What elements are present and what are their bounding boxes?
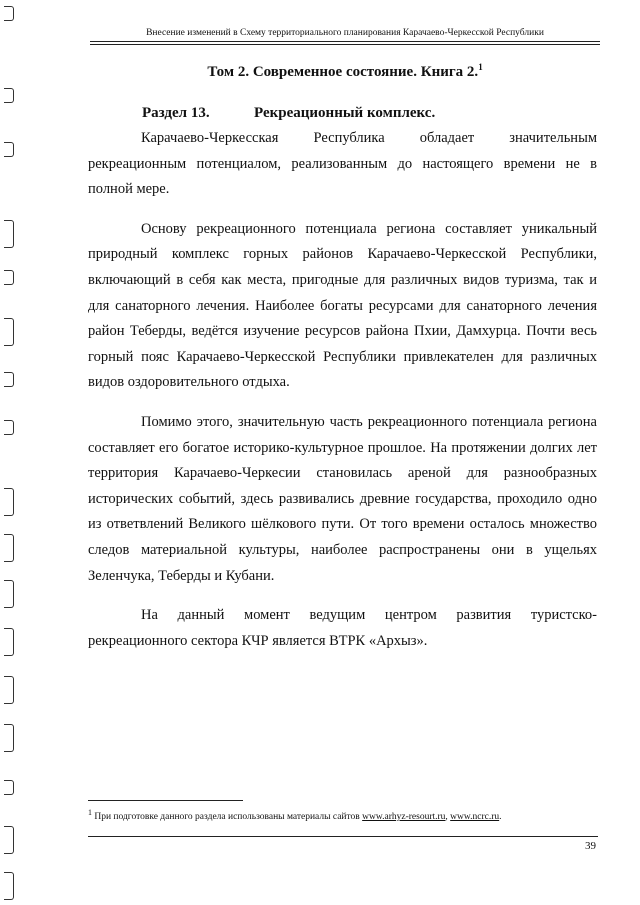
footnote-mark: 1 [88, 808, 92, 817]
binder-ring [4, 534, 14, 562]
footer-divider [88, 836, 598, 837]
paragraph: На данный момент ведущим центром развития туристско-рекреационного сектора КЧР является ВТРК «Архыз». [88, 607, 597, 649]
binder-ring [4, 724, 14, 752]
paragraph: Основу рекреационного потенциала региона составляет уникальный природный комплекс горных районов Карачаево-Черкесской Республики, включающий в себя как места, пригодные для различных видов туризма, так и для санаторного лечения. Наиболее богаты ресурсами для санаторного лечения район Теберды, ведётся изучение ресурсов района Пхии, Дамхурца. Почти весь горный пояс Карачаево-Черкесской Республики привлекателен для различных видов оздоровительного отдыха. [88, 220, 597, 391]
footnote-text: При подготовке данного раздела использованы материалы сайтов [94, 812, 360, 823]
binder-ring [4, 872, 14, 900]
document-title [90, 62, 600, 81]
paragraph: Карачаево-Черкесская Республика обладает значительным рекреационным потенциалом, реализованным до настоящего времени не в полной мере. [88, 130, 597, 198]
binder-ring [4, 220, 14, 248]
running-header: Внесение изменений в Схему территориального планирования Карачаево-Черкесской Республики [90, 28, 600, 42]
body-text [88, 126, 597, 654]
binder-ring [4, 780, 14, 795]
footnote-link-arhyz[interactable]: www.arhyz-resourt.ru [362, 812, 446, 823]
document-title-text: Том 2. Современное состояние. Книга 2. [207, 64, 479, 80]
footnote-link-ncrc[interactable]: www.ncrc.ru [450, 812, 500, 823]
page-number: 39 [585, 840, 596, 852]
section-number: Раздел 13. [142, 105, 210, 121]
paragraph: Помимо этого, значительную часть рекреационного потенциала региона составляет его богатое историко-культурное прошлое. На протяжении долгих лет территория Карачаево-Черкесии становилась ареной для разнообразных исторических событий, здесь развивались древние государства, проходило одно из ответвлений Великого шёлкового пути. От того времени осталось множество следов материальной культуры, наиболее распространены они в ущельях Зеленчука, Теберды и Кубани. [88, 413, 597, 584]
section-title: Рекреационный комплекс. [254, 105, 436, 121]
footnote-divider [88, 800, 243, 801]
binder-ring [4, 676, 14, 704]
footnote-end: . [499, 812, 502, 823]
binder-ring [4, 270, 14, 285]
footnote-reference: 1 [478, 62, 483, 72]
footnote [88, 808, 598, 822]
binder-ring [4, 142, 14, 157]
binder-ring [4, 372, 14, 387]
binder-ring [4, 6, 14, 21]
binder-ring [4, 580, 14, 608]
binder-ring [4, 628, 14, 656]
binder-ring [4, 318, 14, 346]
section-heading [142, 105, 435, 122]
footnote-separator: , [445, 812, 448, 823]
binder-ring-strip [0, 0, 22, 905]
binder-ring [4, 488, 14, 516]
binder-ring [4, 88, 14, 103]
binder-ring [4, 420, 14, 435]
binder-ring [4, 826, 14, 854]
